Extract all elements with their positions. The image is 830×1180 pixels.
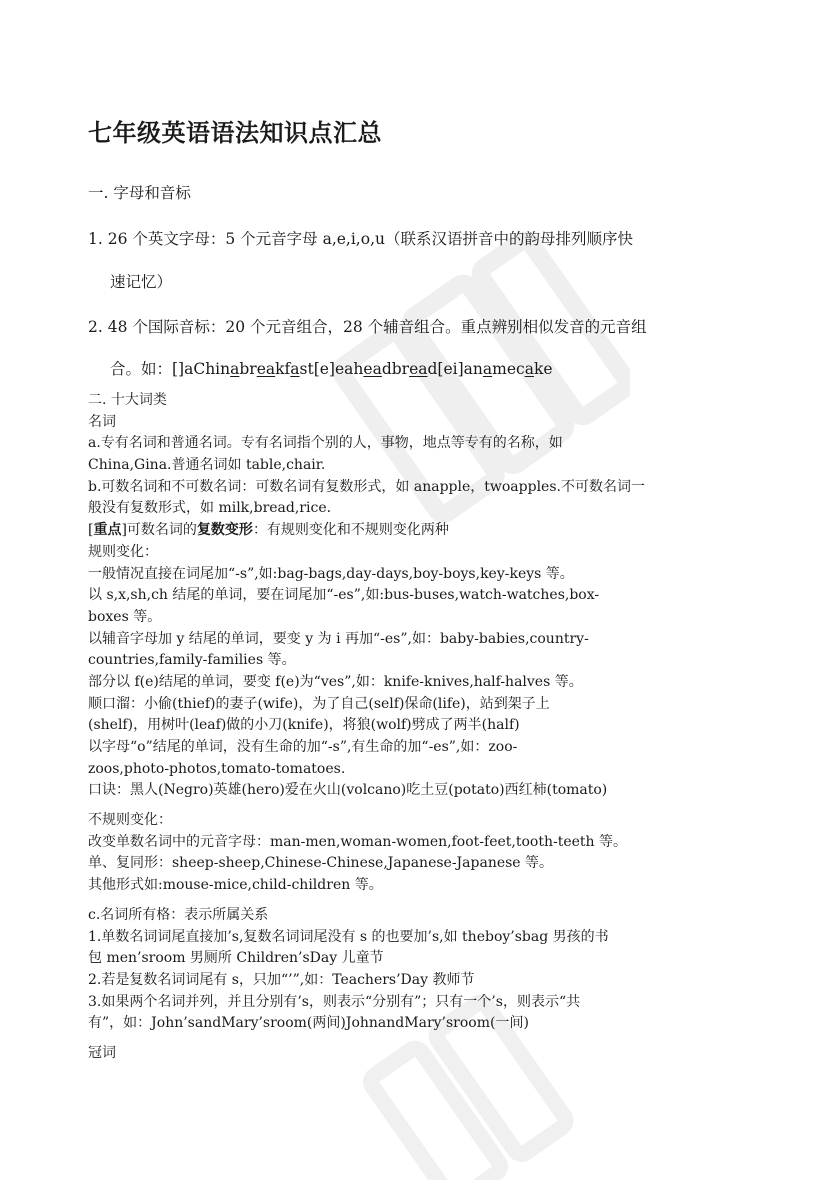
subheading-regular: 规则变化： bbox=[88, 543, 158, 560]
regular-rule-o-line2: zoos,photo-photos,tomato-tomatoes. bbox=[88, 760, 346, 777]
subheading-irregular: 不规则变化： bbox=[88, 812, 172, 829]
possessive-rule-1-line2: 包 men’sroom 男厕所 Children’sDay 儿童节 bbox=[88, 950, 384, 967]
noun-a-line1: a.专有名词和普通名词。专有名词指个别的人，事物，地点等专有的名称，如 bbox=[88, 435, 563, 452]
mnemonic-o-words: 口诀：黑人(Negro)英雄(hero)爱在火山(volcano)吃土豆(potato)西红柿(tomato) bbox=[88, 782, 608, 799]
regular-rule-o-line1: 以字母“o”结尾的单词，没有生命的加“-s”,有生命的加“-es”,如：zoo- bbox=[88, 739, 518, 755]
paragraph-phonetics-line2: 合。如：[]aChinabreakfast[e]eaheadbread[ei]anamecake bbox=[110, 360, 553, 378]
regular-rule-1: 一般情况直接在词尾加“-s”,如:bag-bags,day-days,boy-boys,key-keys 等。 bbox=[88, 565, 574, 582]
noun-a-line2: China,Gina.普通名词如 table,chair. bbox=[88, 457, 326, 474]
noun-b-line2: 般没有复数形式，如 milk,bread,rice. bbox=[88, 500, 332, 517]
paragraph-phonetics-line1: 2. 48 个国际音标：20 个元音组合，28 个辅音组合。重点辨别相似发音的元音组 bbox=[88, 318, 647, 336]
subheading-noun: 名词 bbox=[88, 413, 116, 430]
paragraph-letters-line1: 1. 26 个英文字母：5 个元音字母 a,e,i,o,u（联系汉语拼音中的韵母排列顺序快 bbox=[88, 230, 633, 248]
rhyme-line1: 顺口溜：小偷(thief)的妻子(wife)，为了自己(self)保命(life)，站到架子上 bbox=[88, 695, 550, 712]
regular-rule-3-line2: countries,family-families 等。 bbox=[88, 652, 296, 669]
irregular-rule-3: 其他形式如:mouse-mice,child-children 等。 bbox=[88, 877, 383, 894]
regular-rule-2-line1: 以 s,x,sh,ch 结尾的单词，要在词尾加“-es”,如:bus-buses,watch-watches,box- bbox=[88, 587, 600, 604]
page-title: 七年级英语语法知识点汇总 bbox=[88, 119, 382, 147]
section-heading-letters: 一. 字母和音标 bbox=[88, 184, 191, 202]
rhyme-line2: (shelf)，用树叶(leaf)做的小刀(knife)，将狼(wolf)劈成了两半(half) bbox=[88, 717, 520, 734]
possessive-rule-1-line1: 1.单数名词词尾直接加’s,复数名词词尾没有 s 的也要加’s,如 theboy’sbag 男孩的书 bbox=[88, 928, 609, 945]
possessive-rule-2: 2.若是复数名词词尾有 s，只加“’”,如：Teachers’Day 教师节 bbox=[88, 971, 475, 988]
regular-rule-3-line1: 以辅音字母加 y 结尾的单词，要变 y 为 i 再加“-es”,如：baby-babies,country- bbox=[88, 630, 589, 647]
section-word-classes bbox=[88, 390, 743, 1065]
regular-rule-4: 部分以 f(e)结尾的单词，要变 f(e)为“ves”,如：knife-knives,half-halves 等。 bbox=[88, 673, 583, 690]
noun-b-line1: b.可数名词和不可数名词：可数名词有复数形式，如 anapple，twoapples.不可数名词一 bbox=[88, 478, 645, 495]
subheading-article: 冠词 bbox=[88, 1044, 116, 1061]
regular-rule-2-line2: boxes 等。 bbox=[88, 608, 162, 625]
section-heading-word-classes: 二. 十大词类 bbox=[88, 392, 167, 408]
possessive-heading: c.名词所有格：表示所属关系 bbox=[88, 906, 269, 923]
key-point-plural: [重点]可数名词的复数变形：有规则变化和不规则变化两种 bbox=[88, 522, 449, 539]
possessive-rule-3-line2: 有”，如：John’sandMary’sroom(两间)JohnandMary’sroom(一间) bbox=[88, 1015, 529, 1032]
irregular-rule-1: 改变单数名词中的元音字母：man-men,woman-women,foot-feet,tooth-teeth 等。 bbox=[88, 833, 627, 850]
possessive-rule-3-line1: 3.如果两个名词并列，并且分别有’s，则表示“分别有”；只有一个’s，则表示“共 bbox=[88, 993, 581, 1010]
paragraph-letters-line2: 速记忆） bbox=[110, 273, 173, 291]
irregular-rule-2: 单、复同形：sheep-sheep,Chinese-Chinese,Japanese-Japanese 等。 bbox=[88, 855, 554, 872]
